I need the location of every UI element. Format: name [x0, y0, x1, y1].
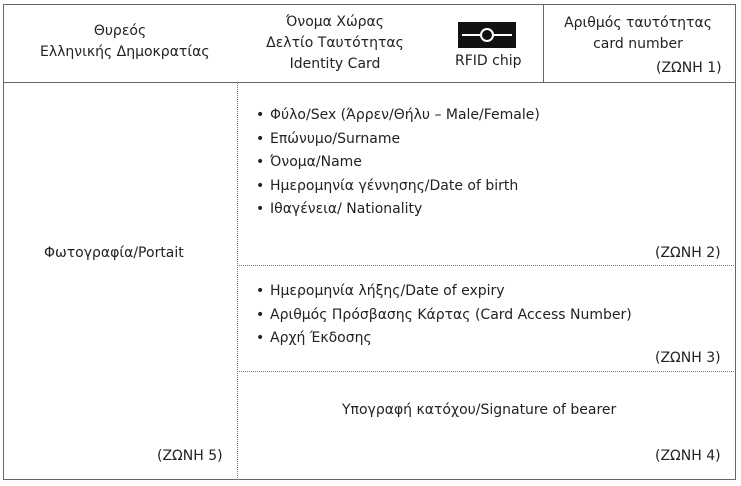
coat-of-arms-line-2: Ελληνικής Δημοκρατίας	[40, 44, 210, 60]
card-type-gr: Δελτίο Ταυτότητας	[266, 35, 404, 51]
rfid-chip-icon	[458, 22, 516, 48]
card-number-label	[548, 13, 728, 55]
country-name: Όνομα Χώρας	[286, 14, 384, 30]
header-right-divider	[543, 4, 544, 82]
zone1-label: (ΖΩΝΗ 1)	[656, 60, 722, 76]
card-number-en: card number	[593, 36, 683, 52]
card-title	[250, 12, 420, 75]
field-nationality: • Ιθαγένεια/ Nationality	[254, 198, 540, 222]
field-name: • Όνομα/Name	[254, 151, 540, 175]
field-date-of-birth: • Ημερομηνία γέννησης/Date of birth	[254, 175, 540, 199]
field-surname: • Επώνυμο/Surname	[254, 128, 540, 152]
card-type-en: Identity Card	[289, 56, 381, 72]
header-divider	[3, 82, 736, 83]
zone3-4-divider	[237, 371, 736, 372]
zone4-label: (ΖΩΝΗ 4)	[655, 448, 721, 464]
zone5-label: (ΖΩΝΗ 5)	[157, 448, 223, 464]
field-date-of-expiry: • Ημερομηνία λήξης/Date of expiry	[254, 280, 632, 304]
portrait-label: Φωτογραφία/Portait	[44, 245, 184, 261]
field-sex: • Φύλο/Sex (Άρρεν/Θήλυ – Male/Female)	[254, 104, 540, 128]
rfid-label: RFID chip	[455, 53, 522, 69]
card-number-gr: Αριθμός ταυτότητας	[564, 15, 712, 31]
coat-of-arms-line-1: Θυρεός	[93, 23, 147, 39]
zone2-label: (ΖΩΝΗ 2)	[655, 245, 721, 261]
signature-label: Υπογραφή κατόχου/Signature of bearer	[342, 402, 617, 418]
zone3-field-list	[254, 280, 632, 351]
field-issuing-authority: • Αρχή Έκδοσης	[254, 327, 632, 351]
zone2-3-divider	[237, 265, 736, 266]
zone2-field-list	[254, 104, 540, 222]
coat-of-arms-label	[40, 21, 210, 63]
zone3-label: (ΖΩΝΗ 3)	[655, 350, 721, 366]
field-card-access-number: • Αριθμός Πρόσβασης Κάρτας (Card Access Number)	[254, 304, 632, 328]
photo-divider	[237, 82, 238, 480]
